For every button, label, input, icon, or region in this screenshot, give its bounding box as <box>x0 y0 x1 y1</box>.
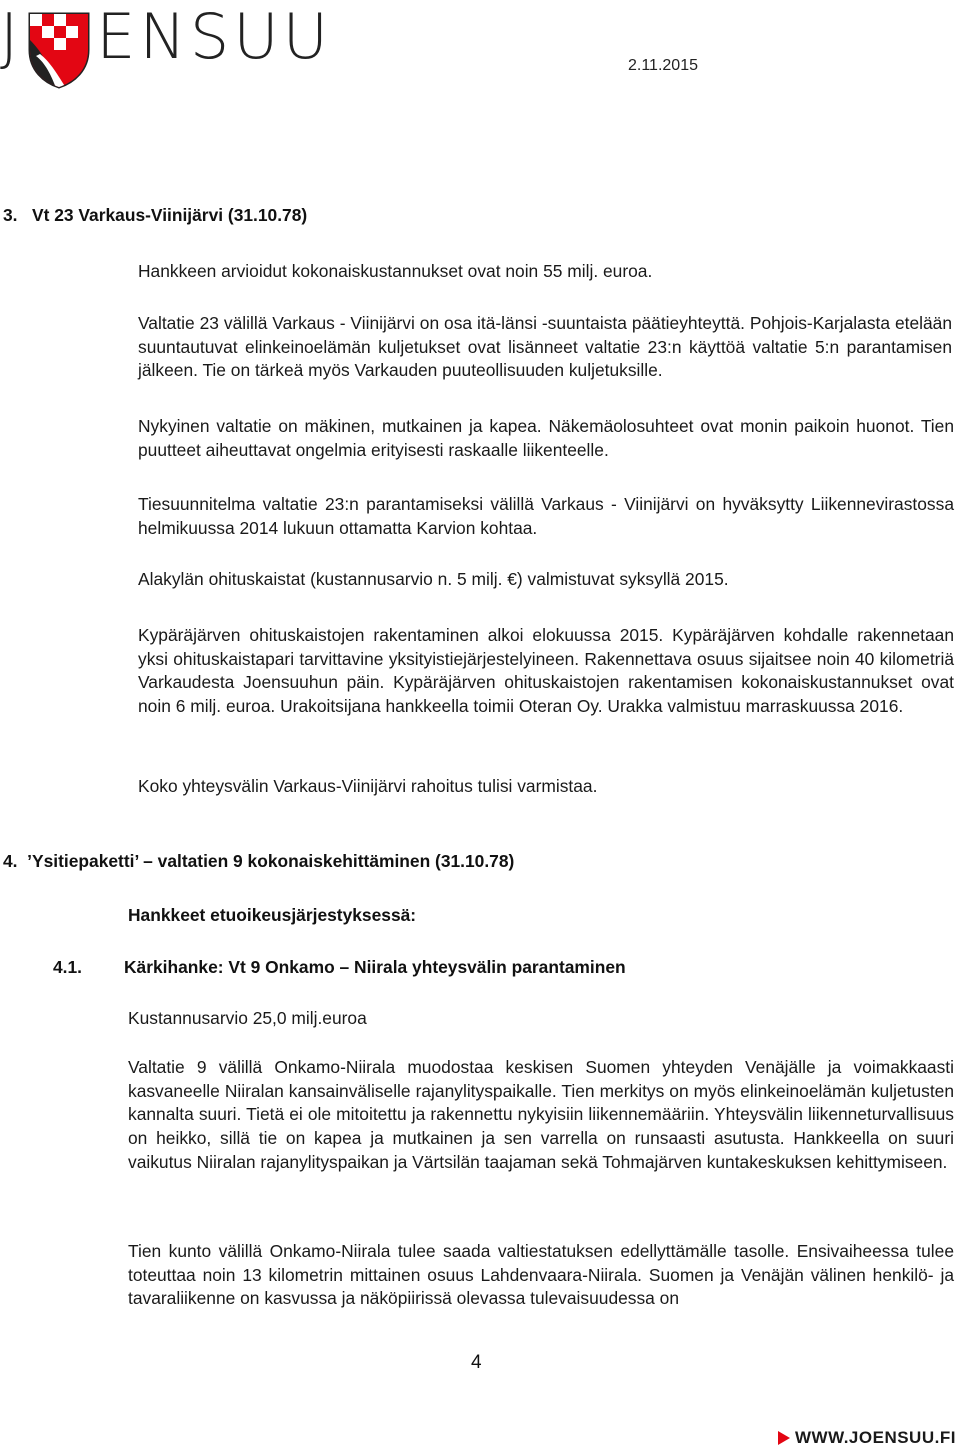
coat-of-arms-icon <box>26 10 92 90</box>
item-title: Kärkihanke: Vt 9 Onkamo – Niirala yhteysvälin parantaminen <box>124 957 626 977</box>
footer-url[interactable] <box>777 1428 956 1448</box>
logo-letter-j: J <box>0 0 23 73</box>
section-4-paragraph: Tien kunto välillä Onkamo-Niirala tulee saada valtiestatuksen edellyttämälle tasolle. Ensivaiheessa tulee toteuttaa noin 13 kilometrin mittainen osuus Lahdenvaara-Niirala. Suomen ja Venäjän välinen henkilö- ja tavaraliikenne on kasvussa ja näköpiirissä olevassa tulevaisuudessa on <box>128 1241 954 1309</box>
section-4-paragraph: Valtatie 9 välillä Onkamo-Niirala muodostaa keskisen Suomen yhteyden Venäjälle ja voimakkaasti kasvaneelle Niiralan kansainväliselle rajanylityspaikalle. Tien merkitys on myös elinkeinoelämän kuljetusten kannalta suuri. Tietä ei ole mitoitettu ja rakennettu nykyisiin liikennemääriin. Yhteysvälin liikenneturvallisuus on heikko, sillä tie on kapea ja mutkainen ja sen varrella on runsaasti asutusta. Hankkeella on suuri vaikutus Niiralan rajanylityspaikan ja Värtsilän taajaman sekä Tohmajärven kuntakeskuksen kehittymiseen. <box>128 1057 954 1172</box>
section-3-paragraph: Kypäräjärven ohituskaistojen rakentaminen alkoi elokuussa 2015. Kypäräjärven kohdalle rakennetaan yksi ohituskaistapari tarvittavine yksityistiejärjestelyineen. Rakennettava osuus sijaitsee noin 40 kilometriä Varkaudesta Joensuuhun päin. Kypäräjärven ohituskaistojen rakentamisen kokonaiskustannukset ovat noin 6 milj. euroa. Urakoitsijana hankkeella toimii Oteran Oy. Urakka valmistuu marraskuussa 2016. <box>138 625 954 717</box>
section-3-heading: 3. Vt 23 Varkaus-Viinijärvi (31.10.78) <box>3 205 308 225</box>
footer-url-text: WWW.JOENSUU.FI <box>795 1428 956 1447</box>
section-3-paragraph: Tiesuunnitelma valtatie 23:n parantamiseksi välillä Varkaus - Viinijärvi on hyväksytty Liikennevirastossa helmikuussa 2014 lukuun ottamatta Karvion kohtaa. <box>138 494 954 538</box>
section-3-paragraph: Valtatie 23 välillä Varkaus - Viinijärvi on osa itä-länsi -suuntaista päätieyhteyttä. Pohjois-Karjalasta etelään suuntautuvat elinkeinoelämän kuljetukset ovat lisänneet valtatie 23:n käyttöä valtatie 5:n parantamisen jälkeen. Tie on tärkeä myös Varkauden puuteollisuuden kuljetuksille. <box>138 313 952 381</box>
item-number: 4.1. <box>53 957 83 977</box>
document-date: 2.11.2015 <box>628 57 698 74</box>
section-3-paragraph: Alakylän ohituskaistat (kustannusarvio n. 5 milj. €) valmistuvat syksyllä 2015. <box>138 569 729 589</box>
joensuu-logo <box>0 0 332 90</box>
section-3-paragraph: Hankkeen arvioidut kokonaiskustannukset ovat noin 55 milj. euroa. <box>138 261 653 281</box>
section-4-subheading: Hankkeet etuoikeusjärjestyksessä: <box>128 905 417 925</box>
logo-letters-ensuu: ENSUU <box>96 0 332 73</box>
section-4-paragraph: Kustannusarvio 25,0 milj.euroa <box>128 1008 367 1028</box>
section-3-paragraph: Koko yhteysvälin Varkaus-Viinijärvi rahoitus tulisi varmistaa. <box>138 776 598 796</box>
play-arrow-icon <box>777 1430 791 1446</box>
page-number: 4 <box>471 1352 482 1373</box>
section-4-heading: 4. ’Ysitiepaketti’ – valtatien 9 kokonaiskehittäminen (31.10.78) <box>3 851 515 871</box>
section-3-paragraph: Nykyinen valtatie on mäkinen, mutkainen ja kapea. Näkemäolosuhteet ovat monin paikoin huonot. Tien puutteet aiheuttavat ongelmia erityisesti raskaalle liikenteelle. <box>138 416 954 460</box>
